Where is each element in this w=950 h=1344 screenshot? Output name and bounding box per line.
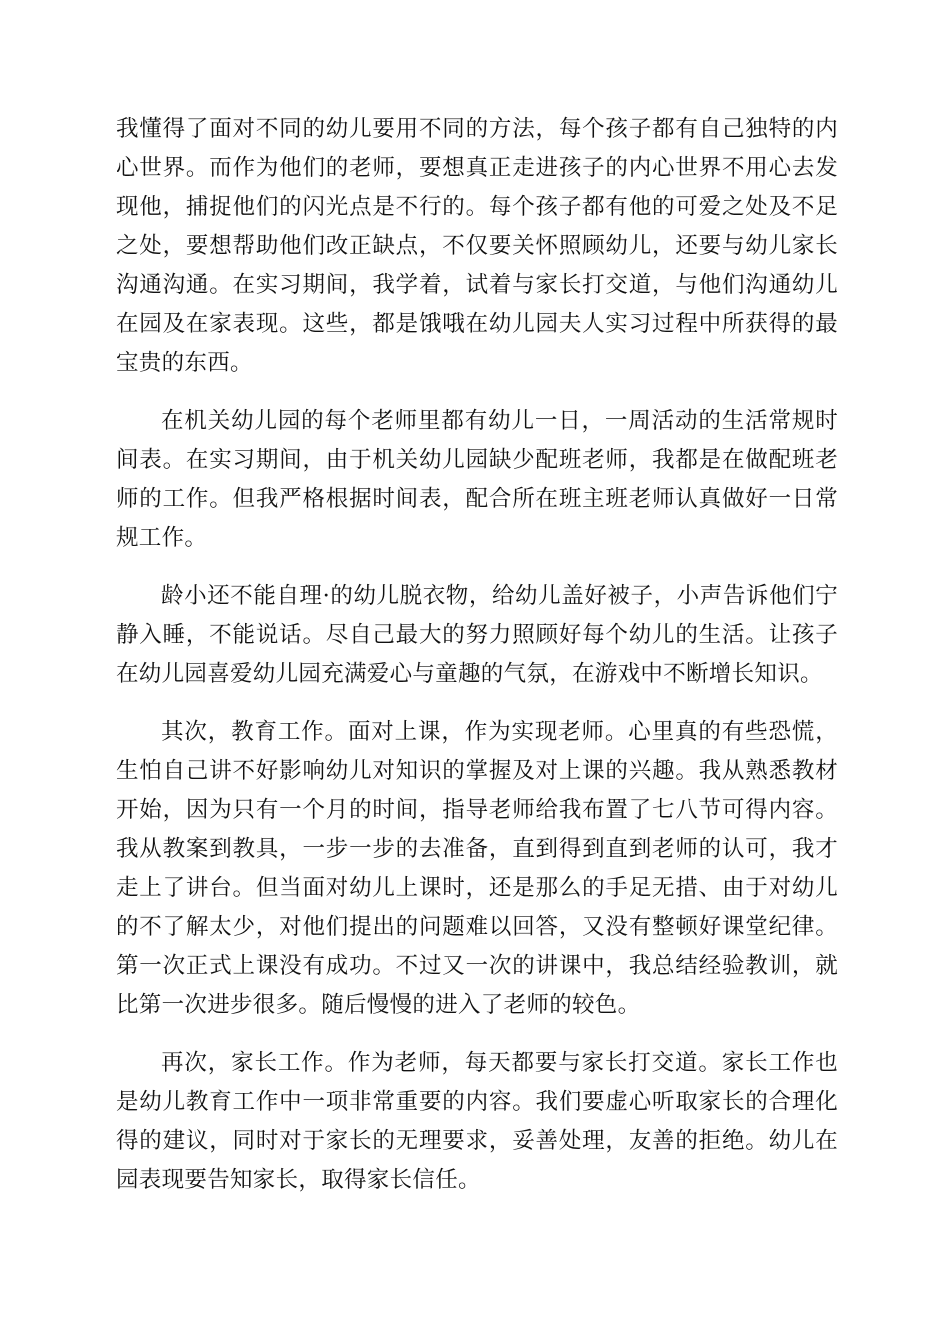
paragraph-4: 其次，教育工作。面对上课，作为实现老师。心里真的有些恐慌，生怕自己讲不好影响幼儿对知识的掌握及对上课的兴趣。我从熟悉教材开始，因为只有一个月的时间，指导老师给我布置了七八节可得内容。我从教案到教具，一步一步的去准备，直到得到直到老师的认可，我才走上了讲台。但当面对幼儿上课时，还是那么的手足无措、由于对幼儿的不了解太少，对他们提出的问题难以回答，又没有整顿好课堂纪律。第一次正式上课没有成功。不过又一次的讲课中，我总结经验教训，就比第一次进步很多。随后慢慢的进入了老师的较色。 — [116, 719, 838, 1018]
paragraph-1: 我懂得了面对不同的幼儿要用不同的方法，每个孩子都有自己独特的内心世界。而作为他们的老师，要想真正走进孩子的内心世界不用心去发现他，捕捉他们的闪光点是不行的。每个孩子都有他的可爱之处及不足之处，要想帮助他们改正缺点，不仅要关怀照顾幼儿，还要与幼儿家长沟通沟通。在实习期间，我学着，试着与家长打交道，与他们沟通幼儿在园及在家表现。这些，都是饿哦在幼儿园夫人实习过程中所获得的最宝贵的东西。 — [116, 116, 838, 376]
paragraph-2: 在机关幼儿园的每个老师里都有幼儿一日，一周活动的生活常规时间表。在实习期间，由于机关幼儿园缺少配班老师，我都是在做配班老师的工作。但我严格根据时间表，配合所在班主班老师认真做好一日常规工作。 — [116, 408, 838, 551]
paragraph-3: 龄小还不能自理·的幼儿脱衣物，给幼儿盖好被子，小声告诉他们宁静入睡，不能说话。尽自己最大的努力照顾好每个幼儿的生活。让孩子在幼儿园喜爱幼儿园充满爱心与童趣的气氛，在游戏中不断增长知识。 — [116, 583, 838, 687]
paragraph-5: 再次，家长工作。作为老师，每天都要与家长打交道。家长工作也是幼儿教育工作中一项非常重要的内容。我们要虚心听取家长的合理化得的建议，同时对于家长的无理要求，妥善处理，友善的拒绝。幼儿在园表现要告知家长，取得家长信任。 — [116, 1050, 838, 1193]
document-body — [116, 110, 838, 1219]
